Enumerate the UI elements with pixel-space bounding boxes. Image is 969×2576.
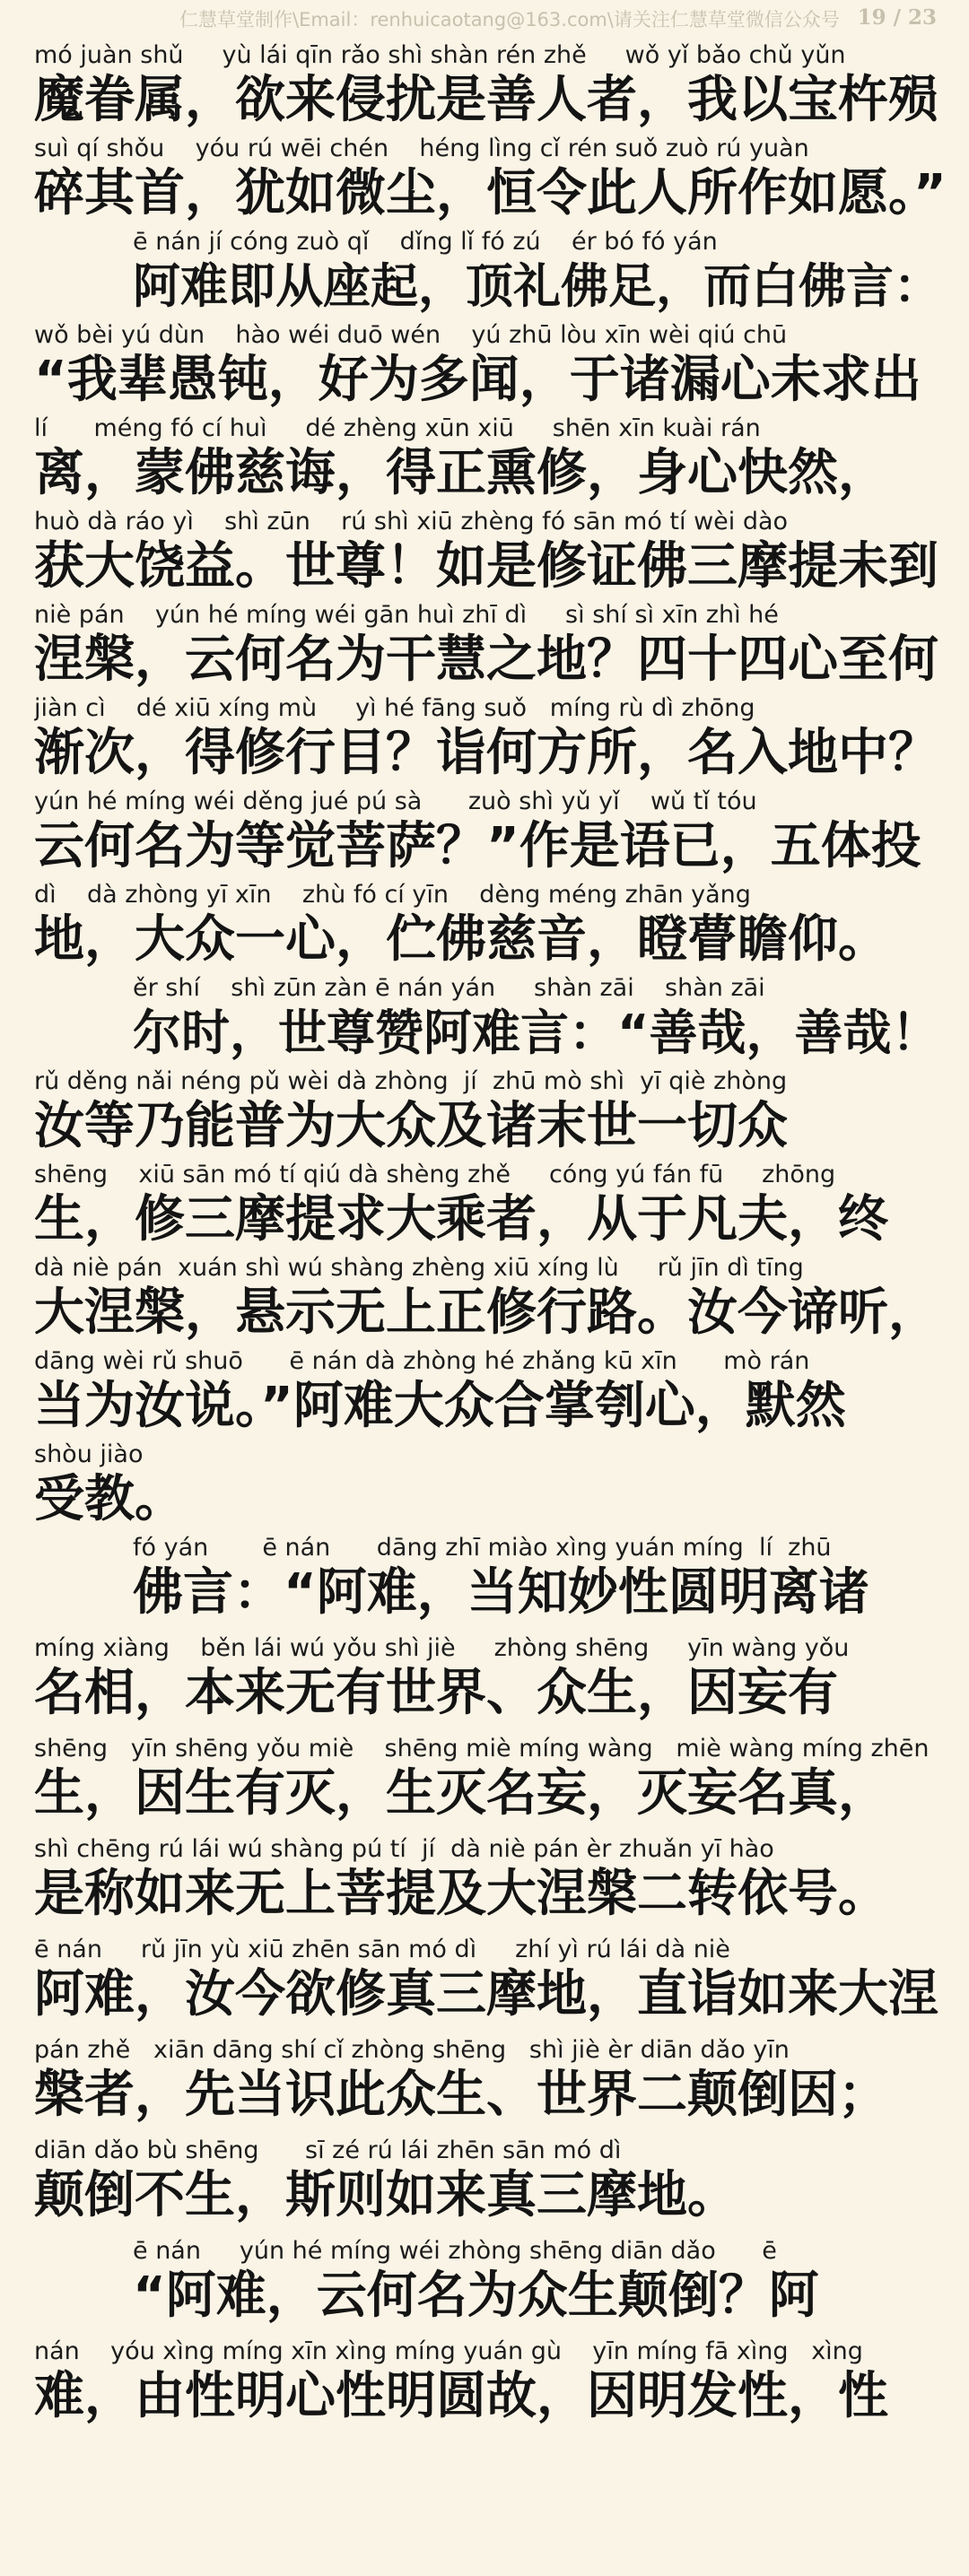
hanzi-line: 涅槃，云何名为干慧之地？四十四心至何 [34, 631, 938, 689]
hanzi-line: 阿难，汝今欲修真三摩地，直诣如来大涅 [34, 1966, 938, 2023]
text-line [34, 1159, 949, 1252]
text-line [34, 1733, 949, 1833]
text-line [34, 1066, 949, 1159]
text-line [34, 599, 949, 692]
text-line [34, 1934, 949, 2034]
header-watermark-text: 仁慧草堂制作\Email：renhuicaotang@163.com\请关注仁慧草堂微信公众号 [179, 9, 840, 30]
hanzi-line: 佛言：“阿难，当知妙性圆明离诸 [133, 1564, 869, 1622]
hanzi-line: 名相，本来无有世界、众生，因妄有 [34, 1665, 838, 1722]
text-line [34, 1345, 949, 1439]
text-line [34, 2235, 949, 2336]
pinyin-line: míng xiàng běn lái wú yǒu shì jiè zhòng shēng yīn wàng yǒu [34, 1634, 850, 1662]
pinyin-line: ē nán rǔ jīn yù xiū zhēn sān mó dì zhí yì rú lái dà niè [34, 1936, 730, 1963]
page-number: 19 / 23 [857, 5, 937, 30]
hanzi-line: 当为汝说。”阿难大众合掌刳心，默然 [34, 1378, 846, 1435]
text-line [34, 1833, 949, 1934]
text-line [34, 786, 949, 879]
text-line [34, 39, 949, 133]
hanzi-line: 颠倒不生，斯则如来真三摩地。 [34, 2167, 738, 2224]
page-header [0, 0, 969, 39]
pinyin-line: mó juàn shǔ yù lái qīn rǎo shì shàn rén zhě wǒ yǐ bǎo chǔ yǔn [34, 41, 846, 69]
pinyin-line: ē nán yún hé míng wéi zhòng shēng diān dǎo ē [133, 2237, 777, 2265]
hanzi-line: 槃者，先当识此众生、世界二颠倒因； [34, 2067, 888, 2124]
pinyin-line: rǔ děng nǎi néng pǔ wèi dà zhòng jí zhū mò shì yī qiè zhòng [34, 1067, 788, 1095]
pinyin-line: ěr shí shì zūn zàn ē nán yán shàn zāi shàn zāi [133, 974, 765, 1002]
text-line [34, 133, 949, 226]
pinyin-line: shēng xiū sān mó tí qiú dà shèng zhě cóng yú fán fū zhōng [34, 1161, 836, 1188]
text-line [34, 1532, 949, 1632]
hanzi-line: “阿难，云何名为众生颠倒？阿 [133, 2267, 819, 2325]
hanzi-line: “我辈愚钝，好为多闻，于诸漏心未求出 [34, 352, 921, 409]
pinyin-line: diān dǎo bù shēng sī zé rú lái zhēn sān mó dì [34, 2137, 622, 2164]
text-line [34, 1252, 949, 1345]
hanzi-line: 生，因生有灭，生灭名妄，灭妄名真， [34, 1765, 888, 1823]
hanzi-line: 离，蒙佛慈诲，得正熏修，身心快然， [34, 445, 888, 502]
hanzi-line: 地，大众一心，伫佛慈音，瞪瞢瞻仰。 [34, 911, 888, 969]
hanzi-line: 汝等乃能普为大众及诸末世一切众 [34, 1098, 788, 1155]
hanzi-line: 尔时，世尊赞阿难言：“善哉，善哉！ [133, 1005, 940, 1061]
text-line [34, 506, 949, 599]
text-line [34, 879, 949, 972]
pinyin-line: suì qí shǒu yóu rú wēi chén héng lìng cǐ rén suǒ zuò rú yuàn [34, 135, 809, 162]
pinyin-line: shì chēng rú lái wú shàng pú tí jí dà niè pán èr zhuǎn yī hào [34, 1835, 774, 1863]
hanzi-line: 难，由性明心性明圆故，因明发性，性 [34, 2368, 888, 2425]
hanzi-line: 碎其首，犹如微尘，恒令此人所作如愿。” [34, 165, 947, 222]
pinyin-line: lí méng fó cí huì dé zhèng xūn xiū shēn xīn kuài rán [34, 414, 761, 442]
pinyin-line: fó yán ē nán dāng zhī miào xìng yuán míng lí zhū [133, 1534, 832, 1562]
hanzi-line: 获大饶益。世尊！如是修证佛三摩提未到 [34, 538, 938, 596]
hanzi-line: 是称如来无上菩提及大涅槃二转依号。 [34, 1866, 888, 1923]
pinyin-line: pán zhě xiān dāng shí cǐ zhòng shēng shì jiè èr diān dǎo yīn [34, 2036, 790, 2064]
pinyin-line: shòu jiào [34, 1440, 144, 1468]
hanzi-line: 大涅槃，悬示无上正修行路。汝今谛听， [34, 1284, 938, 1342]
pinyin-line: ē nán jí cóng zuò qǐ dǐng lǐ fó zú ér bó fó yán [133, 228, 718, 256]
hanzi-line: 生，修三摩提求大乘者，从于凡夫，终 [34, 1191, 888, 1249]
pinyin-line: shēng yīn shēng yǒu miè shēng miè míng wàng miè wàng míng zhēn [34, 1735, 930, 1762]
text-line [34, 2034, 949, 2135]
text-line [34, 1439, 949, 1532]
text-line [34, 692, 949, 786]
hanzi-line: 阿难即从座起，顶礼佛足，而白佛言： [133, 259, 941, 314]
text-line [34, 2135, 949, 2235]
pinyin-line: huò dà ráo yì shì zūn rú shì xiū zhèng fó sān mó tí wèi dào [34, 508, 789, 535]
hanzi-line: 渐次，得修行目？诣何方所，名入地中？ [34, 725, 938, 782]
text-line [34, 972, 949, 1066]
pinyin-line: dāng wèi rǔ shuō ē nán dà zhòng hé zhǎng kū xīn mò rán [34, 1347, 810, 1375]
pinyin-line: niè pán yún hé míng wéi gān huì zhī dì sì shí sì xīn zhì hé [34, 601, 779, 629]
pinyin-line: nán yóu xìng míng xīn xìng míng yuán gù yīn míng fā xìng xìng [34, 2337, 863, 2365]
pinyin-line: yún hé míng wéi děng jué pú sà zuò shì yǔ yǐ wǔ tǐ tóu [34, 788, 757, 815]
pinyin-line: jiàn cì dé xiū xíng mù yì hé fāng suǒ míng rù dì zhōng [34, 694, 755, 722]
hanzi-line: 魔眷属，欲来侵扰是善人者，我以宝杵殒 [34, 72, 938, 129]
text-line [34, 226, 949, 319]
text-line [34, 1632, 949, 1733]
pinyin-line: dì dà zhòng yī xīn zhù fó cí yīn dèng méng zhān yǎng [34, 881, 751, 909]
hanzi-line: 受教。 [34, 1471, 185, 1528]
text-line [34, 2336, 949, 2436]
pinyin-line: dà niè pán xuán shì wú shàng zhèng xiū xíng lù rǔ jīn dì tīng [34, 1254, 804, 1282]
scripture-text [34, 39, 949, 2436]
text-line [34, 413, 949, 506]
hanzi-line: 云何名为等觉菩萨？”作是语已，五体投 [34, 818, 921, 875]
text-line [34, 319, 949, 413]
pinyin-line: wǒ bèi yú dùn hào wéi duō wén yú zhū lòu xīn wèi qiú chū [34, 321, 788, 349]
